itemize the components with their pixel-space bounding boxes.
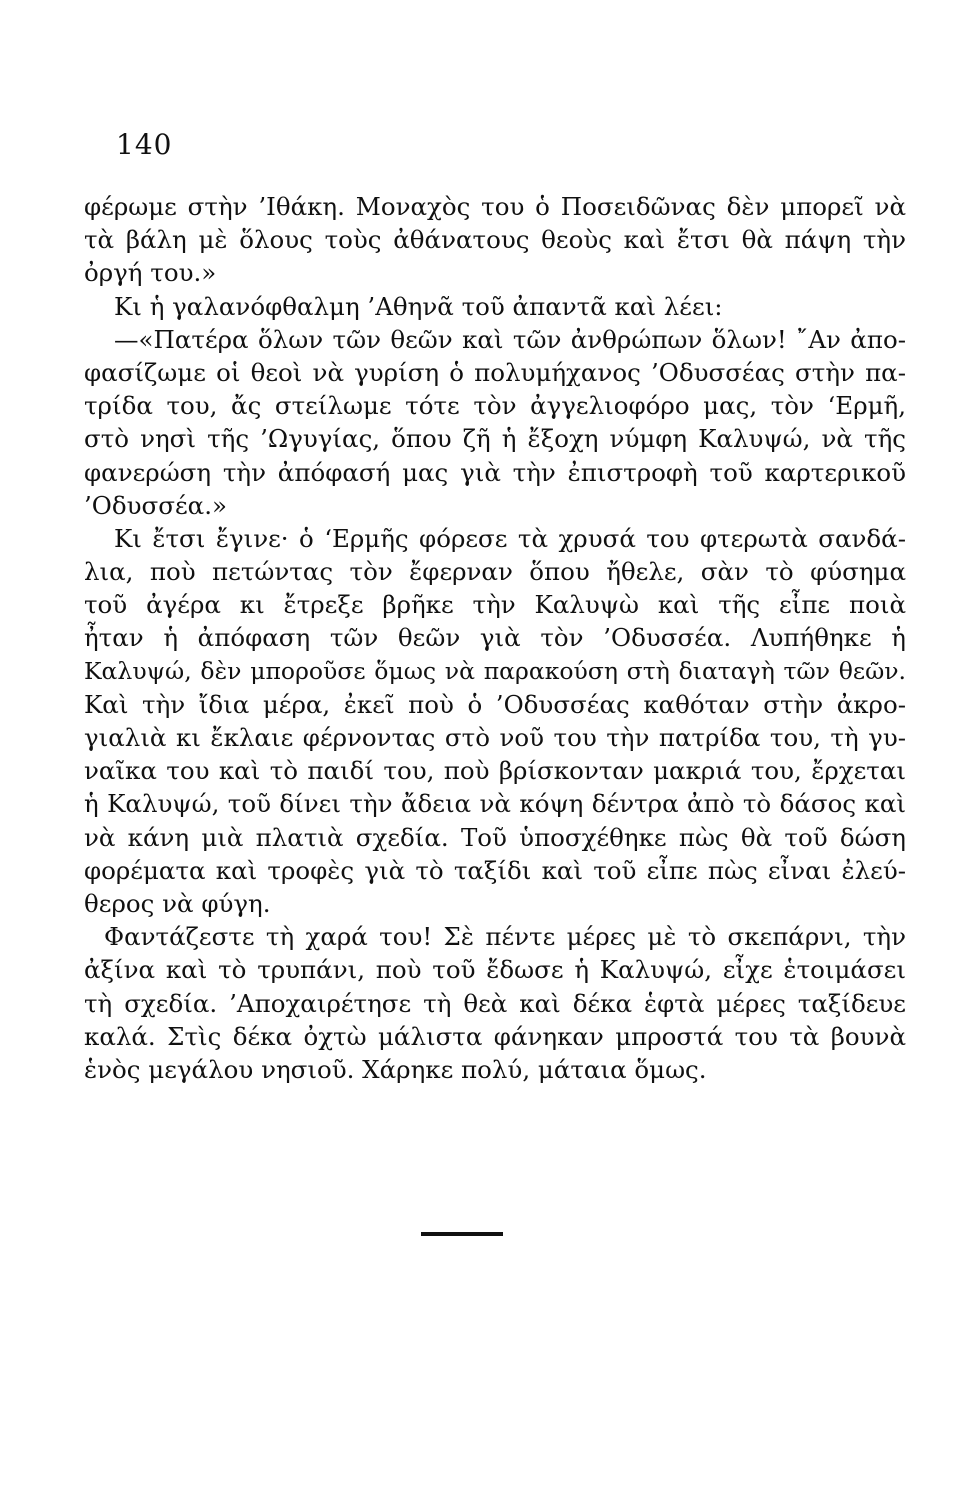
text-line: φασίζωμε οἱ θεοὶ νὰ γυρίση ὁ πολυμήχανος ’Οδυσσέας στὴν πα- (84, 357, 906, 387)
text-line: ἀξίνα καὶ τὸ τρυπάνι, ποὺ τοῦ ἔδωσε ἡ Καλυψώ, εἶχε ἑτοιμάσει (84, 955, 906, 985)
end-divider (421, 1232, 503, 1236)
body-text (84, 190, 906, 1086)
text-line: τρίδα του, ἄς στείλωμε τότε τὸν ἀγγελιοφόρο μας, τὸν ‘Ερμῆ, (84, 391, 906, 421)
text-line: λια, ποὺ πετώντας τὸν ἔφερναν ὅπου ἤθελε, σὰν τὸ φύσημα (84, 557, 906, 587)
text-line: στὸ νησὶ τῆς ’Ωγυγίας, ὅπου ζῆ ἡ ἔξοχη νύμφη Καλυψώ, νὰ τῆς (84, 424, 906, 454)
text-line: Καὶ τὴν ἴδια μέρα, ἐκεῖ ποὺ ὁ ’Οδυσσέας καθόταν στὴν ἀκρο- (84, 689, 906, 719)
text-line: Φαντάζεστε τὴ χαρά του! Σὲ πέντε μέρες μὲ τὸ σκεπάρνι, τὴν (104, 922, 906, 952)
text-line: φορέματα καὶ τροφὲς γιὰ τὸ ταξίδι καὶ τοῦ εἶπε πὼς εἶναι ἐλεύ- (84, 855, 906, 885)
text-line: θερος νὰ φύγη. (84, 888, 271, 918)
text-line: γιαλιὰ κι ἔκλαιε φέρνοντας στὸ νοῦ του τὴν πατρίδα του, τὴ γυ- (84, 723, 906, 752)
page-number: 140 (116, 128, 173, 161)
text-line: τὰ βάλη μὲ ὅλους τοὺς ἀθάνατους θεοὺς καὶ ἔτσι θὰ πάψη τὴν (84, 225, 906, 255)
text-line: φέρωμε στὴν ’Ιθάκη. Μοναχὸς του ὁ Ποσειδῶνας δὲν μπορεῖ νὰ (84, 192, 906, 221)
text-line: ’Οδυσσέα.» (84, 490, 227, 520)
text-line: —«Πατέρα ὅλων τῶν θεῶν καὶ τῶν ἀνθρώπων ὅλων! ῎Αν ἀπο- (114, 324, 906, 354)
text-line: ναῖκα του καὶ τὸ παιδί του, ποὺ βρίσκονταν μακριά του, ἔρχεται (84, 756, 906, 786)
text-line: τοῦ ἀγέρα κι ἔτρεξε βρῆκε τὴν Καλυψὼ καὶ τῆς εἶπε ποιὰ (84, 590, 906, 620)
text-line: καλά. Στὶς δέκα ὀχτὼ μάλιστα φάνηκαν μπροστά του τὰ βουνὰ (84, 1021, 906, 1051)
text-line: ἦταν ἡ ἀπόφαση τῶν θεῶν γιὰ τὸν ’Οδυσσέα. Λυπήθηκε ἡ (84, 623, 906, 653)
text-line: Καλυψώ, δὲν μποροῦσε ὅμως νὰ παρακούση στὴ διαταγὴ τῶν θεῶν. (84, 656, 906, 685)
text-line: ἡ Καλυψώ, τοῦ δίνει τὴν ἄδεια νὰ κόψη δέντρα ἀπὸ τὸ δάσος καὶ (84, 789, 906, 819)
text-line: νὰ κάνη μιὰ πλατιὰ σχεδία. Τοῦ ὑποσχέθηκε πὼς θὰ τοῦ δώση (84, 822, 906, 852)
text-line: ὀργή του.» (84, 258, 217, 288)
text-line: Κι ἔτσι ἔγινε· ὁ ‘Ερμῆς φόρεσε τὰ χρυσά του φτερωτὰ σανδά- (114, 523, 906, 553)
text-line: τὴ σχεδία. ’Αποχαιρέτησε τὴ θεὰ καὶ δέκα ἑφτὰ μέρες ταξίδευε (84, 988, 906, 1018)
text-line: Κι ἡ γαλανόφθαλμη ’Αθηνᾶ τοῦ ἀπαντᾶ καὶ λέει: (114, 291, 723, 321)
text-line: ἑνὸς μεγάλου νησιοῦ. Χάρηκε πολύ, μάταια ὅμως. (84, 1054, 707, 1084)
text-line: φανερώση τὴν ἀπόφασή μας γιὰ τὴν ἐπιστροφὴ τοῦ καρτερικοῦ (84, 457, 906, 487)
